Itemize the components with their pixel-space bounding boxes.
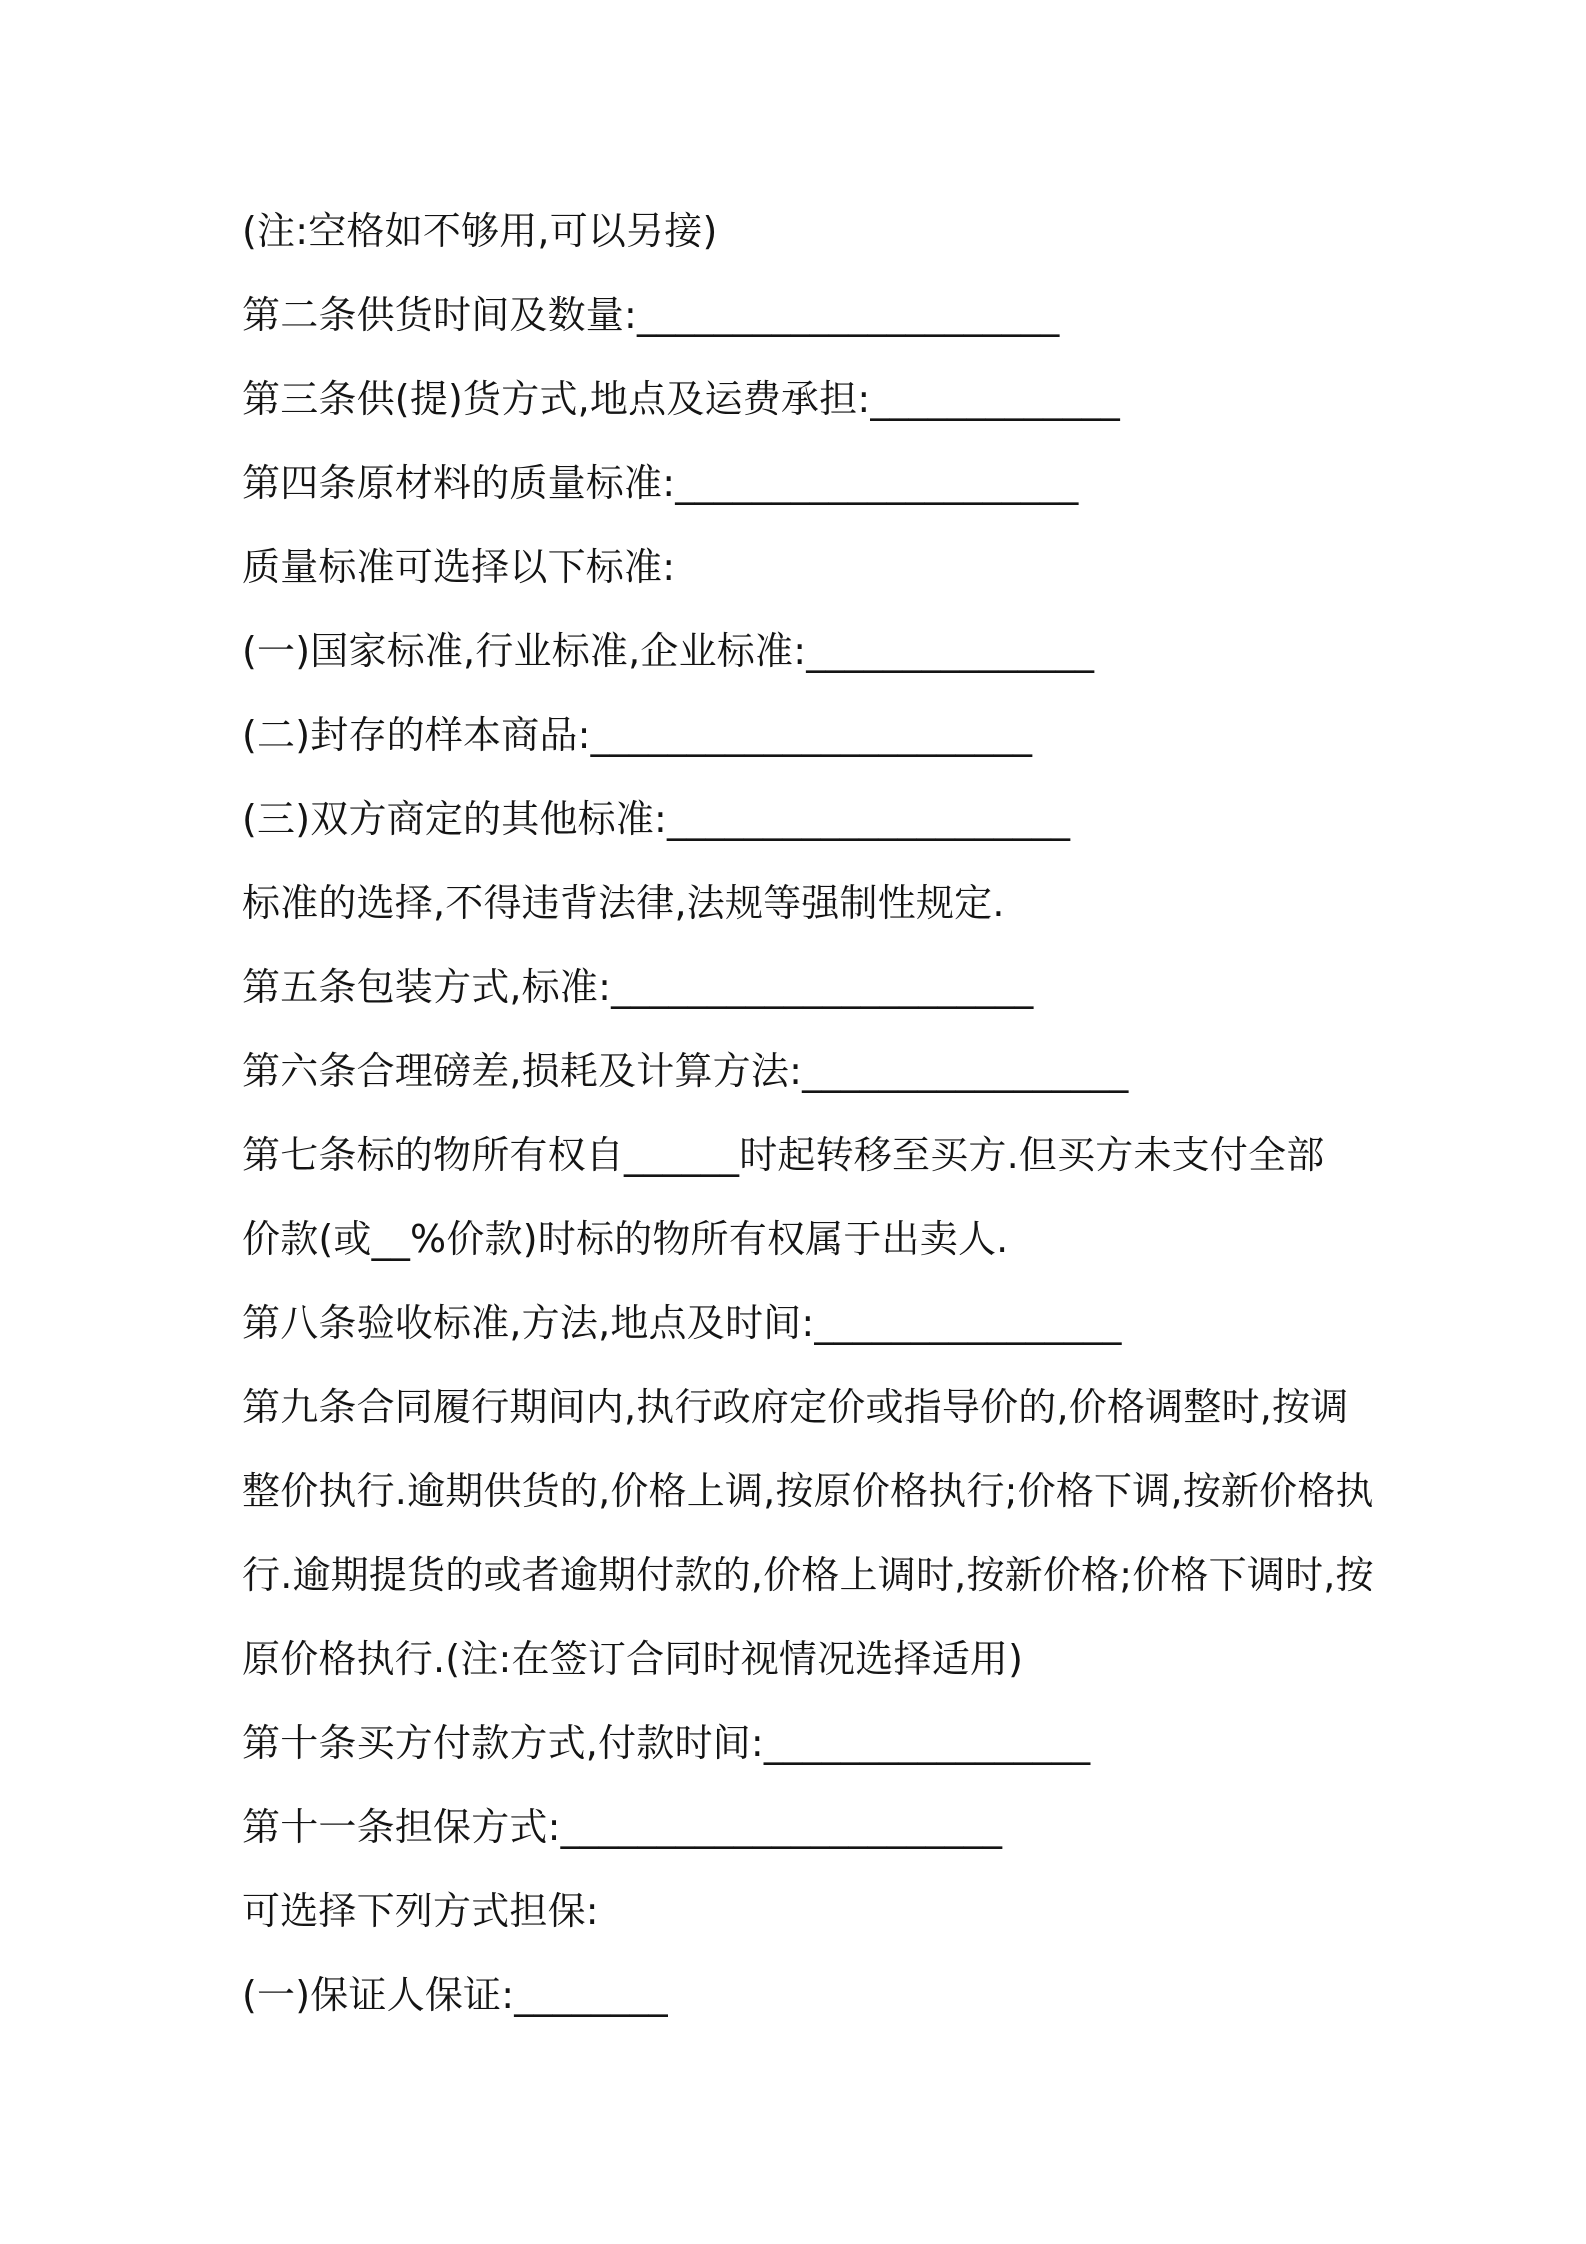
guarantee-options-intro: 可选择下列方式担保: [242,1889,599,1933]
article-9-price-adjustment-cont-2: 行.逾期提货的或者逾期付款的,价格上调时,按新价格;价格下调时,按 [242,1553,1374,1597]
article-6-weight-tolerance: 第六条合理磅差,损耗及计算方法:_________________ [242,1049,1129,1093]
quality-option-1-national-standard: (一)国家标准,行业标准,企业标准:_______________ [242,629,1095,673]
article-9-price-adjustment-cont-3: 原价格执行.(注:在签订合同时视情况选择适用) [242,1637,1024,1681]
article-9-price-adjustment: 第九条合同履行期间内,执行政府定价或指导价的,价格调整时,按调 [242,1385,1349,1429]
article-9-price-adjustment-cont-1: 整价执行.逾期供货的,价格上调,按原价格执行;价格下调,按新价格执 [242,1469,1374,1513]
quality-standard-options-intro: 质量标准可选择以下标准: [242,545,676,589]
article-7-ownership-transfer-cont: 价款(或__%价款)时标的物所有权属于出卖人. [242,1217,1009,1261]
standard-selection-note: 标准的选择,不得违背法律,法规等强制性规定. [242,881,1005,925]
article-3-delivery-method: 第三条供(提)货方式,地点及运费承担:_____________ [242,377,1120,421]
article-10-payment: 第十条买方付款方式,付款时间:_________________ [242,1721,1091,1765]
article-5-packaging: 第五条包装方式,标准:______________________ [242,965,1034,1009]
article-8-acceptance: 第八条验收标准,方法,地点及时间:________________ [242,1301,1122,1345]
note-blank-extension: (注:空格如不够用,可以另接) [242,209,718,253]
article-2-supply-time-quantity: 第二条供货时间及数量:______________________ [242,293,1060,337]
guarantee-option-1-guarantor: (一)保证人保证:________ [242,1973,668,2017]
quality-option-2-sealed-sample: (二)封存的样本商品:_______________________ [242,713,1033,757]
article-4-quality-standard: 第四条原材料的质量标准:_____________________ [242,461,1079,505]
article-11-guarantee: 第十一条担保方式:_______________________ [242,1805,1003,1849]
article-7-ownership-transfer: 第七条标的物所有权自______时起转移至买方.但买方未支付全部 [242,1133,1325,1177]
quality-option-3-agreed-standard: (三)双方商定的其他标准:_____________________ [242,797,1071,841]
